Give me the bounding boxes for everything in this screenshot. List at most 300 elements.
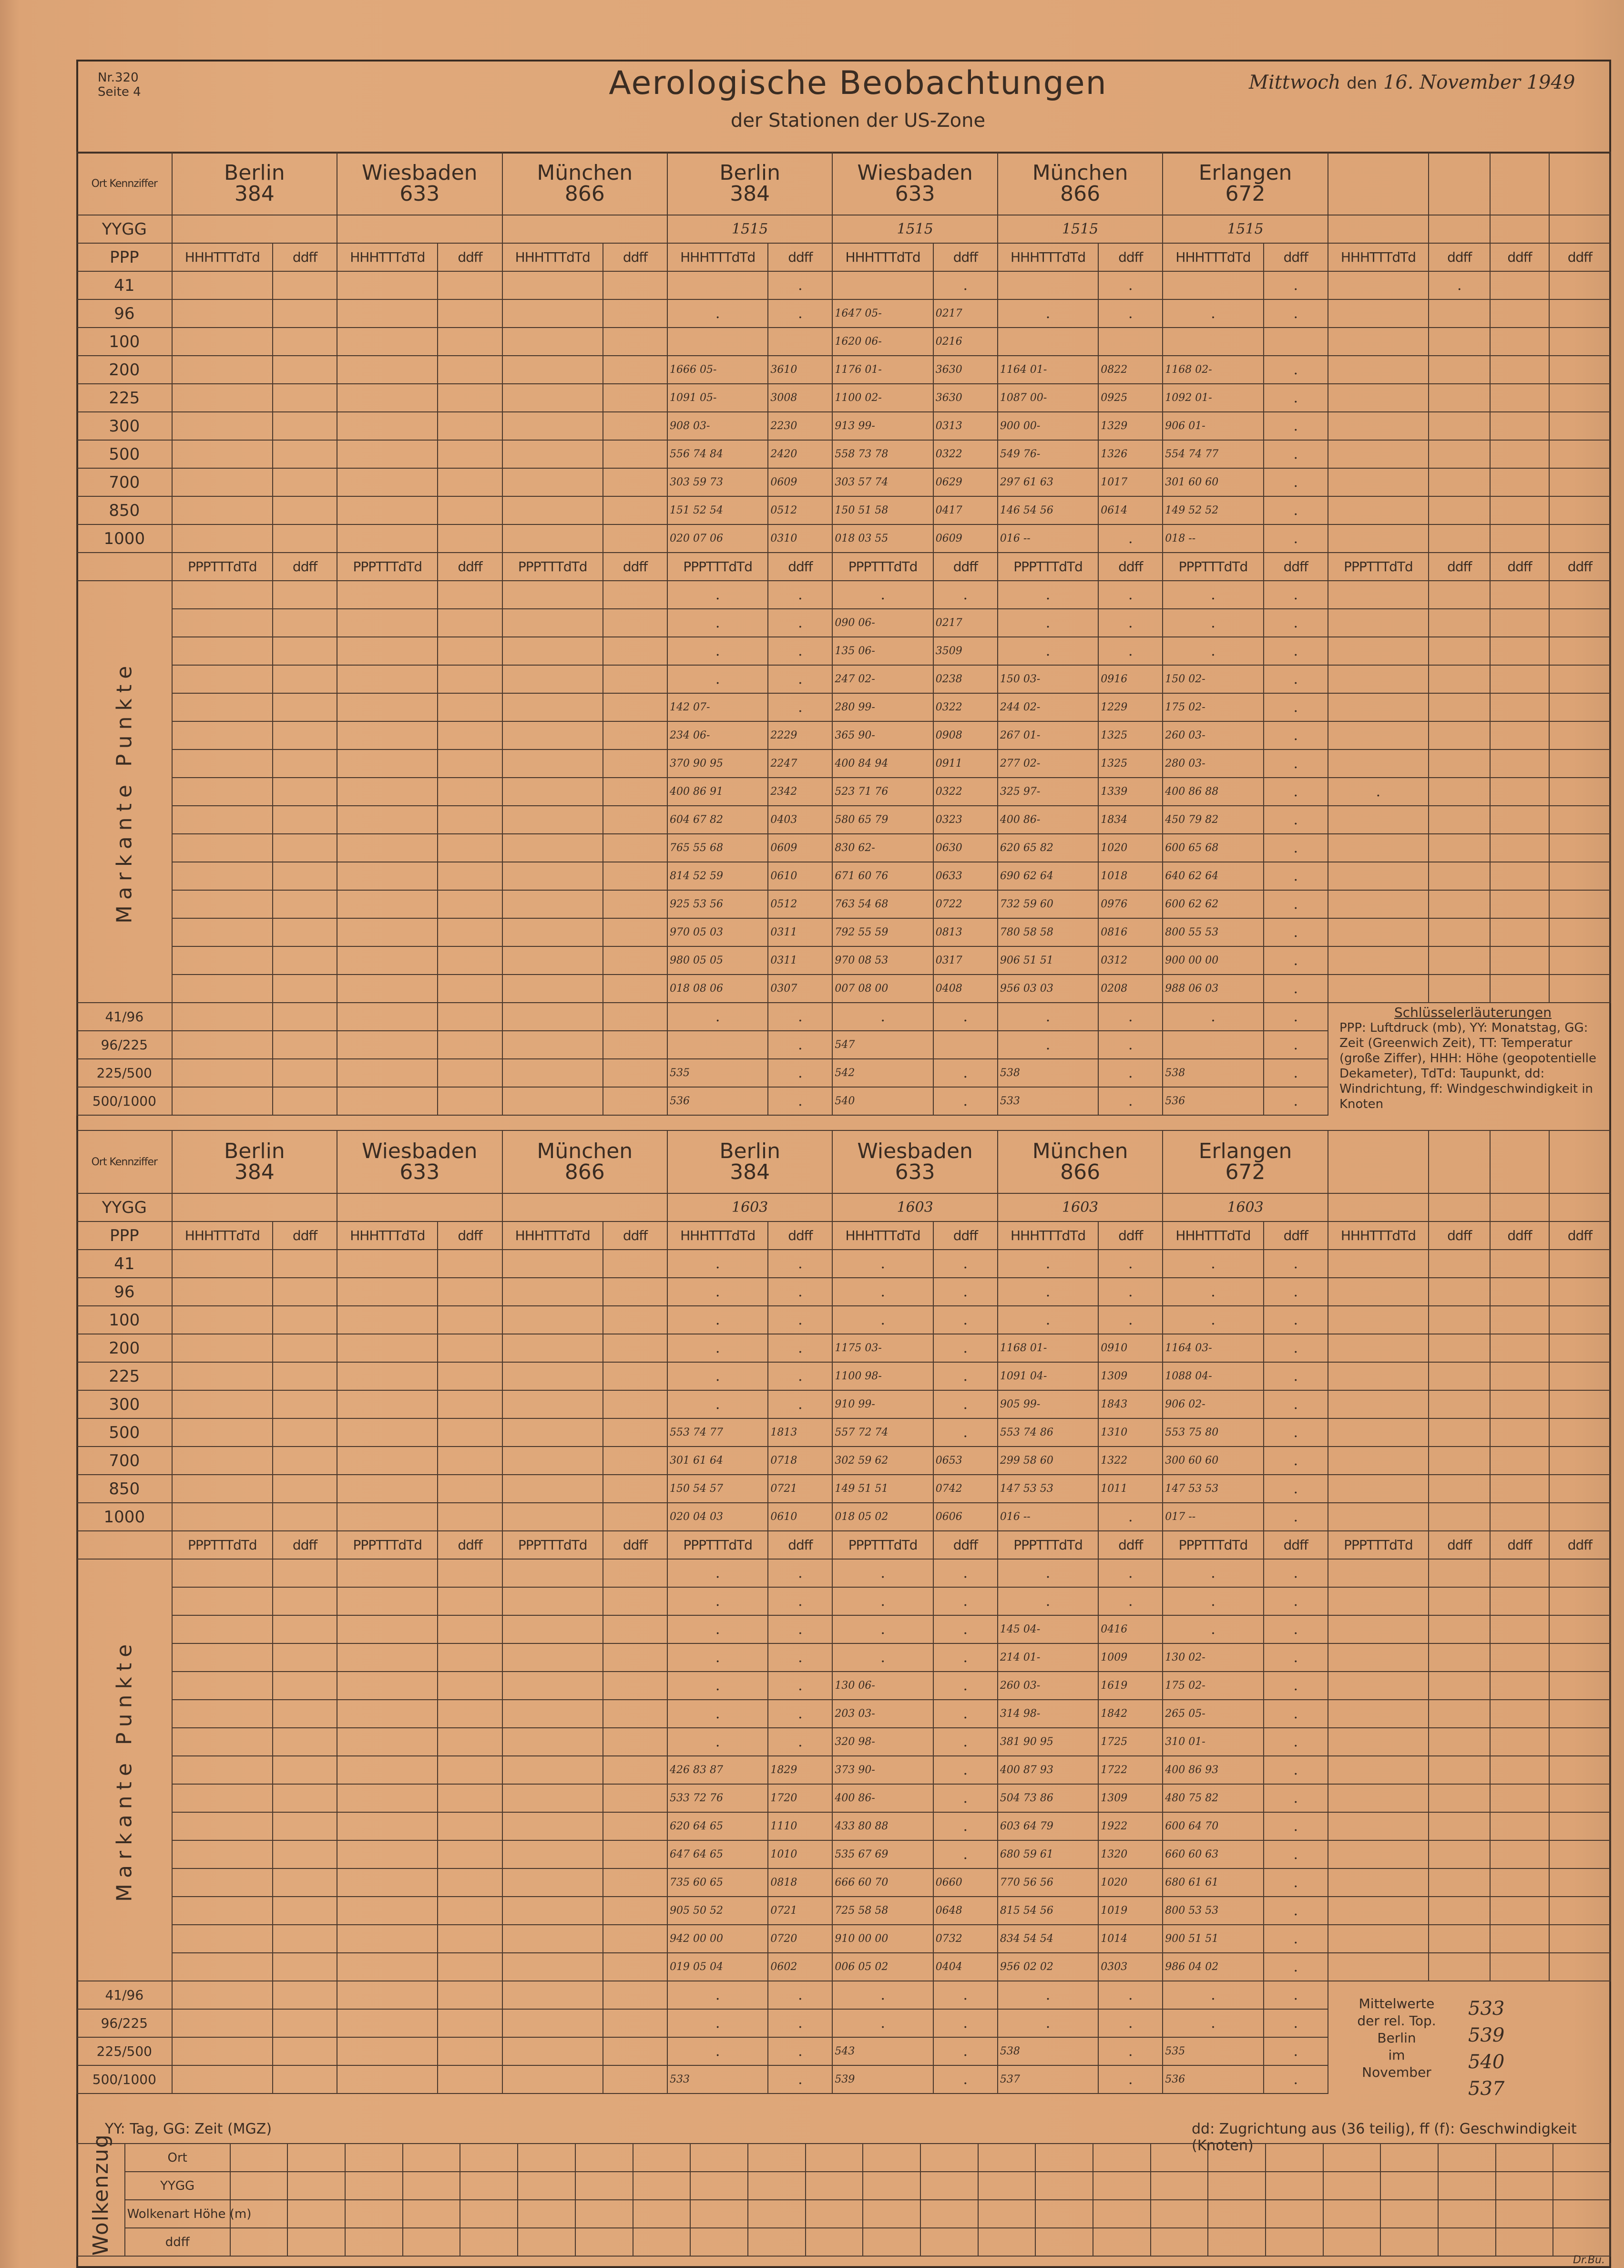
obs-cell <box>273 1503 337 1531</box>
ddff-column-header: ddff <box>768 243 832 271</box>
obs-cell <box>1549 1615 1611 1643</box>
obs-cell <box>273 1784 337 1812</box>
obs-cell <box>1328 1840 1429 1868</box>
obs-cell: . <box>667 637 768 665</box>
obs-cell: 543 <box>832 2037 933 2065</box>
obs-cell <box>337 975 438 1003</box>
obs-cell: . <box>1264 749 1328 778</box>
markante-row <box>77 1840 1611 1868</box>
obs-cell: . <box>1163 1003 1263 1031</box>
obs-cell <box>172 1031 273 1059</box>
yygg-empty <box>1549 215 1611 243</box>
wolkenzug-cell <box>1496 2228 1553 2256</box>
obs-cell: . <box>933 1587 998 1615</box>
obs-cell <box>1429 1447 1490 1475</box>
station-berlin-384 <box>172 1130 337 1193</box>
obs-cell <box>273 749 337 778</box>
empty-station-cell <box>1549 1130 1611 1193</box>
obs-cell: 980 05 05 <box>667 946 768 975</box>
obs-cell: 3509 <box>933 637 998 665</box>
obs-cell: 480 75 82 <box>1163 1784 1263 1812</box>
station-code: 633 <box>399 182 440 206</box>
wolkenzug-cell <box>1380 2200 1438 2228</box>
part2-table <box>76 1130 1611 2094</box>
obs-cell: . <box>1264 1031 1328 1059</box>
obs-cell <box>502 1418 603 1447</box>
obs-cell: 1813 <box>768 1418 832 1447</box>
obs-cell: 0404 <box>933 1953 998 1981</box>
yygg-value: 1603 <box>667 1193 832 1221</box>
obs-cell: . <box>768 2037 832 2065</box>
obs-cell <box>1490 1559 1549 1587</box>
obs-cell <box>502 1250 603 1278</box>
obs-cell <box>1549 862 1611 890</box>
pppt-column-header: PPPTTTdTd <box>502 553 603 581</box>
hhh-column-header: HHHTTTdTd <box>832 243 933 271</box>
obs-cell <box>502 975 603 1003</box>
obs-cell <box>273 2009 337 2037</box>
obs-cell: 538 <box>998 2037 1098 2065</box>
obs-cell <box>1549 609 1611 637</box>
obs-cell: 956 03 03 <box>998 975 1098 1003</box>
obs-cell <box>1549 1812 1611 1840</box>
obs-cell: 660 60 63 <box>1163 1840 1263 1868</box>
obs-cell <box>1429 581 1490 609</box>
obs-cell <box>337 1087 438 1115</box>
obs-cell <box>172 1250 273 1278</box>
obs-cell: 0610 <box>768 862 832 890</box>
mittelwerte-label-line: im <box>1388 2047 1405 2063</box>
obs-cell <box>1490 1334 1549 1362</box>
obs-cell <box>337 2009 438 2037</box>
obs-cell <box>1490 1840 1549 1868</box>
obs-cell: . <box>667 2037 768 2065</box>
obs-cell: 0722 <box>933 890 998 918</box>
obs-cell <box>172 1700 273 1728</box>
obs-cell <box>273 1031 337 1059</box>
obs-cell <box>1328 1306 1429 1334</box>
obs-cell <box>172 1728 273 1756</box>
obs-cell: 557 72 74 <box>832 1418 933 1447</box>
level-row-225 <box>77 384 1611 412</box>
obs-cell <box>1490 946 1549 975</box>
obs-cell <box>1328 440 1429 468</box>
obs-cell: 910 99- <box>832 1390 933 1418</box>
obs-cell <box>438 1643 502 1672</box>
obs-cell <box>502 806 603 834</box>
obs-cell <box>337 1306 438 1334</box>
obs-cell <box>438 665 502 693</box>
part2-yygg-row <box>77 1193 1611 1221</box>
obs-cell: 303 57 74 <box>832 468 933 496</box>
part2-station-row <box>77 1130 1611 1193</box>
obs-cell: . <box>1264 412 1328 440</box>
obs-cell: . <box>768 1700 832 1728</box>
obs-cell <box>438 1587 502 1615</box>
empty-station-cell <box>1429 152 1490 215</box>
empty-station-cell <box>1328 1130 1429 1193</box>
obs-cell <box>172 1306 273 1334</box>
obs-cell: 3610 <box>768 356 832 384</box>
obs-cell: . <box>1264 1278 1328 1306</box>
obs-cell <box>337 1559 438 1587</box>
level-row-225 <box>77 1362 1611 1390</box>
obs-cell: 763 54 68 <box>832 890 933 918</box>
part2-block <box>76 1130 1611 2094</box>
obs-cell: . <box>1264 975 1328 1003</box>
obs-cell <box>438 1868 502 1897</box>
obs-cell <box>502 1587 603 1615</box>
obs-cell: 450 79 82 <box>1163 806 1263 834</box>
yygg-value: 1603 <box>1163 1193 1328 1221</box>
obs-cell: . <box>768 637 832 665</box>
obs-cell: 504 73 86 <box>998 1784 1098 1812</box>
level-label: 225 <box>77 1362 172 1390</box>
obs-cell: 0512 <box>768 890 832 918</box>
obs-cell: . <box>1264 1953 1328 1981</box>
obs-cell: . <box>768 1587 832 1615</box>
obs-cell <box>273 834 337 862</box>
wolkenzug-cell <box>690 2228 748 2256</box>
obs-cell <box>603 890 667 918</box>
pppt-column-header: PPPTTTdTd <box>832 553 933 581</box>
wolkenzug-row <box>77 2144 1611 2172</box>
wolkenzug-cell <box>633 2144 691 2172</box>
mittelwerte-value: 539 <box>1468 2024 1505 2046</box>
obs-cell: 906 01- <box>1163 412 1263 440</box>
wolkenzug-cell <box>920 2144 978 2172</box>
ddff-column-header: ddff <box>1549 1221 1611 1250</box>
obs-cell <box>502 609 603 637</box>
obs-cell: 735 60 65 <box>667 1868 768 1897</box>
obs-cell <box>1549 890 1611 918</box>
obs-cell: . <box>1264 1615 1328 1643</box>
layer-label: 225/500 <box>77 1059 172 1087</box>
pppt-column-header: PPPTTTdTd <box>998 1531 1098 1559</box>
yygg-value: 1515 <box>667 215 832 243</box>
obs-cell <box>603 581 667 609</box>
obs-cell: 690 62 64 <box>998 862 1098 890</box>
obs-cell: 400 87 93 <box>998 1756 1098 1784</box>
obs-cell: . <box>933 1059 998 1087</box>
obs-cell <box>1264 328 1328 356</box>
wolkenzug-cell <box>1553 2200 1611 2228</box>
wolkenzug-cell <box>1380 2228 1438 2256</box>
obs-cell <box>603 1925 667 1953</box>
obs-cell <box>502 1925 603 1953</box>
obs-cell <box>273 806 337 834</box>
obs-cell <box>603 975 667 1003</box>
obs-cell <box>1163 328 1263 356</box>
obs-cell <box>1490 834 1549 862</box>
obs-cell <box>1429 1418 1490 1447</box>
pppt-column-header: PPPTTTdTd <box>667 553 768 581</box>
obs-cell <box>502 693 603 721</box>
obs-cell <box>337 2037 438 2065</box>
obs-cell: 533 72 76 <box>667 1784 768 1812</box>
obs-cell <box>273 1672 337 1700</box>
obs-cell <box>1328 1447 1429 1475</box>
obs-cell <box>1328 862 1429 890</box>
obs-cell: 1620 06- <box>832 328 933 356</box>
obs-cell: 913 99- <box>832 412 933 440</box>
obs-cell: 0416 <box>1098 1615 1163 1643</box>
obs-cell: 020 07 06 <box>667 524 768 553</box>
obs-cell: 0208 <box>1098 975 1163 1003</box>
obs-cell: 1229 <box>1098 693 1163 721</box>
obs-cell: 1829 <box>768 1756 832 1784</box>
wolkenzug-cell <box>518 2228 575 2256</box>
obs-cell <box>1328 1418 1429 1447</box>
obs-cell: 1092 01- <box>1163 384 1263 412</box>
obs-cell: . <box>1163 609 1263 637</box>
obs-cell <box>502 1503 603 1531</box>
obs-cell <box>502 1003 603 1031</box>
level-row-1000 <box>77 524 1611 553</box>
obs-cell <box>1490 581 1549 609</box>
obs-cell <box>1429 918 1490 946</box>
obs-cell: 301 60 60 <box>1163 468 1263 496</box>
obs-cell <box>273 299 337 328</box>
obs-cell <box>273 1953 337 1981</box>
obs-cell: 536 <box>1163 1087 1263 1115</box>
obs-cell <box>1549 1925 1611 1953</box>
wolkenzug-cell <box>1266 2228 1323 2256</box>
obs-cell <box>502 1390 603 1418</box>
obs-cell <box>337 890 438 918</box>
level-label: 100 <box>77 328 172 356</box>
obs-cell: 149 51 51 <box>832 1475 933 1503</box>
obs-cell <box>603 496 667 524</box>
obs-cell <box>1429 609 1490 637</box>
obs-cell: . <box>933 1981 998 2009</box>
obs-cell: 0322 <box>933 440 998 468</box>
obs-cell <box>337 637 438 665</box>
obs-cell: 906 02- <box>1163 1390 1263 1418</box>
obs-cell: 1325 <box>1098 749 1163 778</box>
obs-cell: . <box>1264 1475 1328 1503</box>
station-name: München <box>537 1139 633 1163</box>
obs-cell <box>1328 384 1429 412</box>
obs-cell <box>438 581 502 609</box>
obs-cell: 1309 <box>1098 1362 1163 1390</box>
obs-cell <box>1429 356 1490 384</box>
obs-cell <box>603 1447 667 1475</box>
obs-cell <box>1490 637 1549 665</box>
wolkenzug-cell <box>806 2144 863 2172</box>
wolkenzug-cell <box>1093 2144 1151 2172</box>
obs-cell: 1017 <box>1098 468 1163 496</box>
obs-cell <box>603 299 667 328</box>
obs-cell <box>603 665 667 693</box>
obs-cell <box>1490 1868 1549 1897</box>
obs-cell: 260 03- <box>1163 721 1263 749</box>
level-label: 850 <box>77 1475 172 1503</box>
obs-cell <box>1429 1812 1490 1840</box>
obs-cell: . <box>1264 890 1328 918</box>
obs-cell <box>337 1812 438 1840</box>
obs-cell <box>438 1503 502 1531</box>
obs-cell: 0217 <box>933 299 998 328</box>
obs-cell: . <box>1264 2037 1328 2065</box>
ddff-column-header: ddff <box>1264 553 1328 581</box>
obs-cell: . <box>998 1587 1098 1615</box>
obs-cell <box>172 834 273 862</box>
markante-row <box>77 1897 1611 1925</box>
obs-cell <box>603 693 667 721</box>
yygg-empty <box>1429 1193 1490 1221</box>
obs-cell: 1647 05- <box>832 299 933 328</box>
obs-cell <box>603 1615 667 1643</box>
obs-cell: . <box>1264 271 1328 299</box>
level-label: 300 <box>77 1390 172 1418</box>
yygg-label: YYGG <box>77 215 172 243</box>
obs-cell <box>1549 1278 1611 1306</box>
station-name: Berlin <box>224 1139 285 1163</box>
obs-cell <box>1429 890 1490 918</box>
ort-kennziffer-label: Ort Kennziffer <box>77 1130 172 1193</box>
wolkenzug-cell <box>403 2172 460 2200</box>
obs-cell <box>1490 1756 1549 1784</box>
obs-cell <box>502 1031 603 1059</box>
obs-cell: 3630 <box>933 384 998 412</box>
empty-station-cell <box>1549 152 1611 215</box>
obs-cell: . <box>667 609 768 637</box>
markante-row <box>77 1953 1611 1981</box>
obs-cell: 0721 <box>768 1475 832 1503</box>
obs-cell <box>1328 806 1429 834</box>
obs-cell <box>438 2009 502 2037</box>
obs-cell: 1018 <box>1098 862 1163 890</box>
obs-cell: . <box>1163 1278 1263 1306</box>
obs-cell <box>1549 1475 1611 1503</box>
obs-cell: 800 55 53 <box>1163 918 1263 946</box>
obs-cell: . <box>667 1306 768 1334</box>
obs-cell <box>1429 1390 1490 1418</box>
obs-cell <box>603 1981 667 2009</box>
obs-cell: . <box>1264 1250 1328 1278</box>
obs-cell <box>172 1672 273 1700</box>
obs-cell <box>337 1700 438 1728</box>
obs-cell: . <box>998 1003 1098 1031</box>
obs-cell: 0310 <box>768 524 832 553</box>
obs-cell <box>998 328 1098 356</box>
wolkenzug-cell <box>633 2228 691 2256</box>
obs-cell: 018 05 02 <box>832 1503 933 1531</box>
obs-cell <box>172 1390 273 1418</box>
obs-cell <box>1429 693 1490 721</box>
obs-cell <box>273 693 337 721</box>
obs-cell <box>172 1812 273 1840</box>
obs-cell <box>603 862 667 890</box>
obs-cell <box>1549 721 1611 749</box>
obs-cell <box>172 1784 273 1812</box>
wolkenzug-cell <box>575 2228 633 2256</box>
obs-cell <box>273 1447 337 1475</box>
obs-cell: . <box>933 1334 998 1362</box>
obs-cell: 151 52 54 <box>667 496 768 524</box>
wolkenzug-cell <box>1266 2172 1323 2200</box>
obs-cell: 130 02- <box>1163 1643 1263 1672</box>
obs-cell: . <box>998 581 1098 609</box>
obs-cell: 1168 02- <box>1163 356 1263 384</box>
obs-cell <box>502 1868 603 1897</box>
obs-cell: . <box>1264 1868 1328 1897</box>
mittelwerte-label <box>1349 1995 1444 2081</box>
obs-cell <box>438 1953 502 1981</box>
ddff-column-header: ddff <box>933 553 998 581</box>
obs-cell <box>337 806 438 834</box>
obs-cell <box>1328 1250 1429 1278</box>
wolkenzug-cell <box>345 2172 403 2200</box>
obs-cell <box>1328 1475 1429 1503</box>
obs-cell <box>273 1615 337 1643</box>
obs-cell <box>603 1812 667 1840</box>
obs-cell: 1020 <box>1098 834 1163 862</box>
station-münchen-866 <box>502 152 667 215</box>
obs-cell <box>337 946 438 975</box>
obs-cell: . <box>933 2065 998 2094</box>
wolkenzug-cell <box>1093 2228 1151 2256</box>
obs-cell <box>603 1868 667 1897</box>
wolkenzug-cell <box>1323 2172 1381 2200</box>
obs-cell: 020 04 03 <box>667 1503 768 1531</box>
markante-row <box>77 693 1611 721</box>
wolkenzug-cell <box>1208 2228 1266 2256</box>
obs-cell <box>1328 468 1429 496</box>
obs-cell: 265 05- <box>1163 1700 1263 1728</box>
obs-cell <box>603 384 667 412</box>
obs-cell <box>502 1278 603 1306</box>
level-label: 96 <box>77 1278 172 1306</box>
station-code: 384 <box>234 1160 275 1184</box>
obs-cell <box>1549 1897 1611 1925</box>
wolkenzug-cell <box>1208 2200 1266 2228</box>
wolkenzug-cell <box>806 2172 863 2200</box>
obs-cell <box>768 328 832 356</box>
obs-cell: 0602 <box>768 1953 832 1981</box>
footer-left-note: YY: Tag, GG: Zeit (MGZ) <box>105 2121 272 2137</box>
obs-cell <box>1328 1756 1429 1784</box>
obs-cell: 300 60 60 <box>1163 1447 1263 1475</box>
obs-cell: 1014 <box>1098 1925 1163 1953</box>
obs-cell: 770 56 56 <box>998 1868 1098 1897</box>
obs-cell: 373 90- <box>832 1756 933 1784</box>
obs-cell: . <box>768 1615 832 1643</box>
obs-cell: 1722 <box>1098 1756 1163 1784</box>
station-name: Wiesbaden <box>362 1139 478 1163</box>
obs-cell: . <box>998 1250 1098 1278</box>
obs-cell <box>1549 749 1611 778</box>
obs-cell: . <box>933 2009 998 2037</box>
obs-cell <box>603 1953 667 1981</box>
obs-cell <box>1429 834 1490 862</box>
markante-row <box>77 806 1611 834</box>
obs-cell <box>1490 806 1549 834</box>
obs-cell: 1842 <box>1098 1700 1163 1728</box>
wolkenzug-cell <box>920 2228 978 2256</box>
obs-cell: . <box>933 1087 998 1115</box>
yygg-value: 1603 <box>998 1193 1163 1221</box>
obs-cell <box>603 918 667 946</box>
obs-cell <box>438 440 502 468</box>
markante-row <box>77 1868 1611 1897</box>
ort-kennziffer-label: Ort Kennziffer <box>77 152 172 215</box>
obs-cell: 150 51 58 <box>832 496 933 524</box>
obs-cell: . <box>1264 806 1328 834</box>
obs-cell <box>1429 440 1490 468</box>
obs-cell: . <box>768 299 832 328</box>
